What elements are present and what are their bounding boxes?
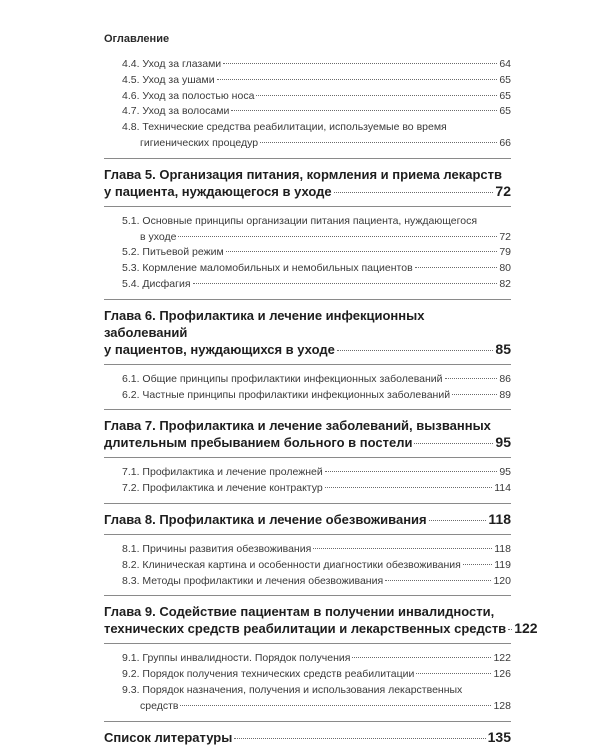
toc-item-page: 72 (499, 230, 511, 243)
toc-item-5-1-line1[interactable]: 5.1. Основные принципы организации питания пациента, нуждающегося (122, 214, 478, 227)
dot-leader (415, 267, 498, 268)
chapter-divider (104, 158, 511, 159)
toc-item-label: 7.2. Профилактика и лечение контрактур (122, 482, 323, 495)
chapter-title-line2: длительным пребыванием больного в постели (104, 435, 413, 451)
toc-item-page: 122 (493, 652, 511, 665)
toc-item-page: 65 (499, 73, 511, 86)
toc-item-label: 8.1. Причины развития обезвоживания (122, 542, 312, 555)
toc-item-5-4[interactable] (104, 277, 511, 293)
toc-item-4-7[interactable] (104, 104, 511, 120)
chapter-title-row (104, 341, 511, 358)
dot-leader (334, 192, 494, 193)
toc-item-page: 79 (499, 246, 511, 259)
toc-chapter-9[interactable] (104, 603, 538, 637)
chapter-divider (104, 206, 511, 207)
chapter-divider (104, 503, 511, 504)
dot-leader (260, 142, 497, 143)
chapter-title-line2: у пациентов, нуждающихся в уходе (104, 341, 335, 357)
dot-leader (234, 738, 485, 739)
chapter-divider (104, 595, 511, 596)
chapter-page: 72 (495, 182, 511, 199)
dot-leader (226, 251, 498, 252)
chapter-title-line2: у пациента, нуждающегося в уходе (104, 183, 332, 199)
chapter-divider (104, 409, 511, 410)
chapter-divider (104, 534, 511, 535)
dot-leader (414, 443, 493, 444)
chapter-page: 135 (487, 728, 511, 745)
page-header-title: Оглавление (104, 33, 170, 45)
toc-item-6-1[interactable] (104, 372, 511, 388)
toc-item-page: 65 (499, 105, 511, 118)
chapter-title: Список литературы (104, 729, 233, 745)
chapter-page: 85 (495, 340, 511, 357)
toc-item-label: 8.2. Клиническая картина и особенности диагностики обезвоживания (122, 558, 461, 571)
chapter-page: 95 (495, 434, 511, 451)
toc-item-page: 65 (499, 89, 511, 102)
toc-item-label: 5.2. Питьевой режим (122, 246, 224, 259)
chapter-divider (104, 643, 511, 644)
toc-item-6-2[interactable] (104, 388, 511, 404)
toc-item-page: 86 (499, 372, 511, 385)
chapter-title-row (104, 729, 511, 746)
toc-item-7-2[interactable] (104, 481, 511, 497)
toc-item-4-6[interactable] (104, 89, 511, 105)
dot-leader (508, 629, 512, 630)
dot-leader (385, 580, 491, 581)
toc-item-5-1[interactable] (104, 230, 511, 246)
chapter-divider (104, 457, 511, 458)
toc-item-4-8[interactable] (104, 136, 511, 152)
chapter-title-row (104, 434, 511, 451)
toc-item-9-1[interactable] (104, 651, 511, 667)
toc-item-page: 128 (493, 699, 511, 712)
toc-item-label: 8.3. Методы профилактики и лечения обезвоживания (122, 574, 384, 587)
toc-item-label: 4.6. Уход за полостью носа (122, 89, 255, 102)
chapter-divider (104, 721, 511, 722)
toc-item-label: 6.2. Частные принципы профилактики инфекционных заболеваний (122, 388, 451, 401)
dot-leader (325, 471, 498, 472)
toc-item-9-3-line1[interactable]: 9.3. Порядок назначения, получения и использования лекарственных (122, 683, 463, 696)
toc-item-5-3[interactable] (104, 261, 511, 277)
dot-leader (231, 110, 497, 111)
dot-leader (452, 394, 497, 395)
toc-item-label: гигиенических процедур (140, 136, 259, 149)
dot-leader (352, 657, 491, 658)
chapter-title-line1: Глава 9. Содействие пациентам в получении инвалидности, (104, 604, 495, 620)
toc-item-8-1[interactable] (104, 542, 511, 558)
toc-item-label: 4.4. Уход за глазами (122, 58, 222, 70)
toc-chapter-5[interactable] (104, 166, 511, 200)
toc-references[interactable] (104, 729, 511, 746)
dot-leader (223, 63, 497, 64)
dot-leader (256, 95, 497, 96)
toc-item-page: 126 (493, 668, 511, 681)
chapter-page: 122 (514, 620, 538, 637)
toc-item-label: средств (140, 699, 179, 712)
chapter-divider (104, 299, 511, 300)
dot-leader (193, 283, 498, 284)
toc-item-page: 118 (494, 542, 511, 555)
dot-leader (463, 564, 492, 565)
toc-item-page: 114 (494, 482, 511, 495)
chapter-title-line1: Глава 6. Профилактика и лечение инфекционных заболеваний (104, 307, 425, 340)
toc-chapter-7[interactable] (104, 417, 511, 451)
chapter-title-row (104, 511, 511, 528)
chapter-title: Глава 8. Профилактика и лечение обезвоживания (104, 511, 427, 527)
toc-item-4-4[interactable] (104, 57, 511, 73)
chapter-title-line1: Глава 5. Организация питания, кормления и приема лекарств (104, 166, 502, 182)
chapter-title-line1: Глава 7. Профилактика и лечение заболеваний, вызванных (104, 418, 491, 434)
toc-item-page: 89 (499, 388, 511, 401)
toc-item-label: 6.1. Общие принципы профилактики инфекционных заболеваний (122, 372, 443, 385)
toc-item-9-2[interactable] (104, 667, 511, 683)
toc-item-4-5[interactable] (104, 73, 511, 89)
toc-item-8-3[interactable] (104, 574, 511, 590)
toc-item-9-3[interactable] (104, 699, 511, 715)
toc-item-page: 120 (493, 574, 511, 587)
dot-leader (337, 350, 494, 351)
toc-chapter-8[interactable] (104, 511, 511, 528)
dot-leader (445, 378, 498, 379)
chapter-title-line2: технических средств реабилитации и лекарственных средств (104, 621, 507, 637)
dot-leader (429, 520, 487, 521)
toc-item-page: 119 (494, 558, 511, 571)
toc-item-label: 5.4. Дисфагия (122, 277, 191, 290)
dot-leader (217, 79, 498, 80)
toc-item-5-2[interactable] (104, 245, 511, 261)
toc-item-label: 5.3. Кормление маломобильных и немобильных пациентов (122, 262, 413, 275)
toc-chapter-6[interactable] (104, 307, 511, 358)
toc-item-page: 66 (499, 136, 511, 149)
chapter-title-row (104, 183, 511, 200)
toc-item-page: 64 (499, 58, 511, 70)
toc-item-label: 9.1. Группы инвалидности. Порядок получения (122, 652, 351, 665)
chapter-divider (104, 364, 511, 365)
toc-item-7-1[interactable] (104, 465, 511, 481)
toc-item-page: 80 (499, 262, 511, 275)
dot-leader (416, 673, 491, 674)
table-of-contents (104, 57, 538, 746)
dot-leader (313, 548, 492, 549)
toc-item-label: 4.7. Уход за волосами (122, 105, 230, 118)
chapter-title-row (104, 620, 538, 637)
chapter-page: 118 (488, 510, 511, 527)
toc-item-page: 95 (499, 466, 511, 479)
toc-item-label: 9.2. Порядок получения технических средств реабилитации (122, 668, 415, 681)
dot-leader (180, 705, 491, 706)
toc-item-label: 4.5. Уход за ушами (122, 73, 215, 86)
dot-leader (178, 236, 497, 237)
toc-item-4-8-line1[interactable]: 4.8. Технические средства реабилитации, используемые во время (122, 121, 447, 134)
toc-item-page: 82 (499, 277, 511, 290)
toc-item-8-2[interactable] (104, 558, 511, 574)
dot-leader (325, 487, 493, 488)
toc-item-label: 7.1. Профилактика и лечение пролежней (122, 466, 323, 479)
toc-item-label: в уходе (140, 230, 177, 243)
